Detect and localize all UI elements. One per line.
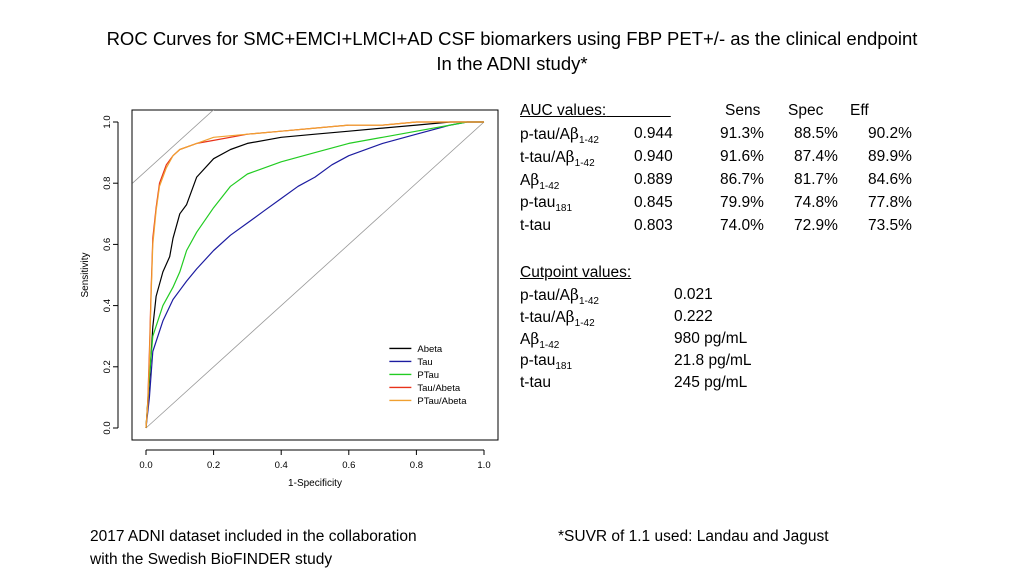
auc-header-label: AUC values:: [520, 102, 607, 119]
row-label: [520, 308, 595, 329]
x-tick-label: 0.8: [409, 460, 424, 471]
y-tick-label: 0.8: [102, 176, 113, 190]
spec-value: 87.4%: [794, 148, 838, 165]
footnote-left-line-1: 2017 ADNI dataset included in the collaboration: [90, 528, 417, 545]
spec-value: 72.9%: [794, 217, 838, 234]
row-label: [520, 330, 559, 351]
sens-value: 91.3%: [720, 125, 764, 142]
row-label-subscript: 1-42: [574, 318, 595, 330]
legend-label: Abeta: [417, 343, 443, 355]
slide-title: [60, 26, 964, 76]
row-label-text: p-tau: [520, 352, 556, 369]
beta-symbol: β: [565, 308, 575, 326]
auc-value: 0.889: [634, 171, 673, 188]
eff-value: 84.6%: [868, 171, 912, 188]
auc-value: 0.845: [634, 194, 673, 211]
legend-label: Tau/Abeta: [417, 382, 461, 394]
beta-symbol: β: [569, 286, 579, 304]
cutpoint-header: Cutpoint values:: [520, 264, 632, 281]
spec-value: 81.7%: [794, 171, 838, 188]
y-tick-label: 0.0: [102, 421, 113, 435]
cutpoint-value: 21.8 pg/mL: [674, 352, 752, 369]
eff-value: 77.8%: [868, 194, 912, 211]
x-tick-label: 0.4: [274, 460, 288, 471]
y-tick-label: 0.4: [102, 298, 113, 313]
x-axis-label: 1-Specificity: [288, 478, 342, 489]
x-tick-label: 0.2: [206, 460, 221, 471]
sens-value: 86.7%: [720, 171, 764, 188]
row-label-text: A: [520, 172, 531, 189]
cutpoint-value: 0.222: [674, 308, 713, 325]
sens-value: 74.0%: [720, 217, 764, 234]
legend-label: PTau: [417, 369, 440, 381]
eff-value: 90.2%: [868, 125, 912, 142]
auc-value: 0.940: [634, 148, 673, 165]
cutpoint-value: 980 pg/mL: [674, 330, 748, 347]
row-label-subscript: 1-42: [578, 135, 599, 147]
beta-symbol: β: [565, 148, 575, 166]
y-tick-label: 0.2: [102, 360, 113, 374]
eff-value: 89.9%: [868, 148, 912, 165]
y-axis-label: Sensitivity: [80, 252, 91, 298]
row-label-subscript: 1-42: [574, 158, 595, 170]
beta-symbol: β: [530, 171, 540, 189]
row-label-text: t-tau/A: [520, 309, 566, 326]
row-label-text: p-tau/A: [520, 287, 570, 304]
row-label-subscript: 1-42: [539, 181, 560, 193]
auc-header-sens: Sens: [725, 102, 761, 119]
footnote-right: *SUVR of 1.1 used: Landau and Jagust: [558, 528, 829, 545]
legend-label: PTau/Abeta: [417, 395, 467, 407]
row-label: [520, 194, 572, 214]
cutpoint-value: 245 pg/mL: [674, 374, 748, 391]
row-label-text: A: [520, 331, 531, 348]
x-tick-label: 1.0: [477, 460, 491, 471]
row-label: [520, 352, 572, 372]
legend-label: Tau: [417, 356, 433, 368]
row-label: [520, 217, 551, 235]
title-line-1: ROC Curves for SMC+EMCI+LMCI+AD CSF biomarkers using FBP PET+/- as the clinical endpoint: [106, 28, 918, 49]
auc-header-eff: Eff: [850, 102, 869, 119]
row-label: [520, 171, 559, 192]
row-label: [520, 125, 599, 146]
sens-value: 79.9%: [720, 194, 764, 211]
row-label-text: p-tau: [520, 194, 556, 211]
row-label-text: t-tau: [520, 374, 552, 391]
auc-header-spec: Spec: [788, 102, 824, 119]
reference-diagonal: [132, 100, 233, 183]
cutpoint-value: 0.021: [674, 286, 713, 303]
row-label: [520, 148, 595, 169]
row-label: [520, 374, 551, 392]
eff-value: 73.5%: [868, 217, 912, 234]
row-label-subscript: 181: [555, 203, 573, 215]
title-line-2: In the ADNI study*: [436, 53, 588, 74]
y-tick-label: 0.6: [102, 237, 113, 252]
footnote-left-line-2: with the Swedish BioFINDER study: [90, 551, 333, 568]
sens-value: 91.6%: [720, 148, 764, 165]
spec-value: 88.5%: [794, 125, 838, 142]
roc-chart: [78, 100, 508, 500]
row-label-text: t-tau/A: [520, 149, 566, 166]
row-label: [520, 286, 599, 307]
row-label-subscript: 1-42: [578, 296, 599, 308]
beta-symbol: β: [569, 125, 579, 143]
beta-symbol: β: [530, 330, 540, 348]
row-label-text: t-tau: [520, 217, 552, 234]
x-tick-label: 0.6: [342, 460, 356, 471]
x-tick-label: 0.0: [139, 460, 153, 471]
auc-value: 0.944: [634, 125, 673, 142]
row-label-text: p-tau/A: [520, 126, 570, 143]
y-tick-label: 1.0: [102, 115, 113, 129]
footnote-left: [90, 525, 417, 571]
spec-value: 74.8%: [794, 194, 838, 211]
auc-table: [520, 102, 960, 242]
row-label-subscript: 181: [555, 361, 573, 373]
cutpoint-table: [520, 264, 820, 394]
row-label-subscript: 1-42: [539, 340, 560, 352]
auc-value: 0.803: [634, 217, 673, 234]
